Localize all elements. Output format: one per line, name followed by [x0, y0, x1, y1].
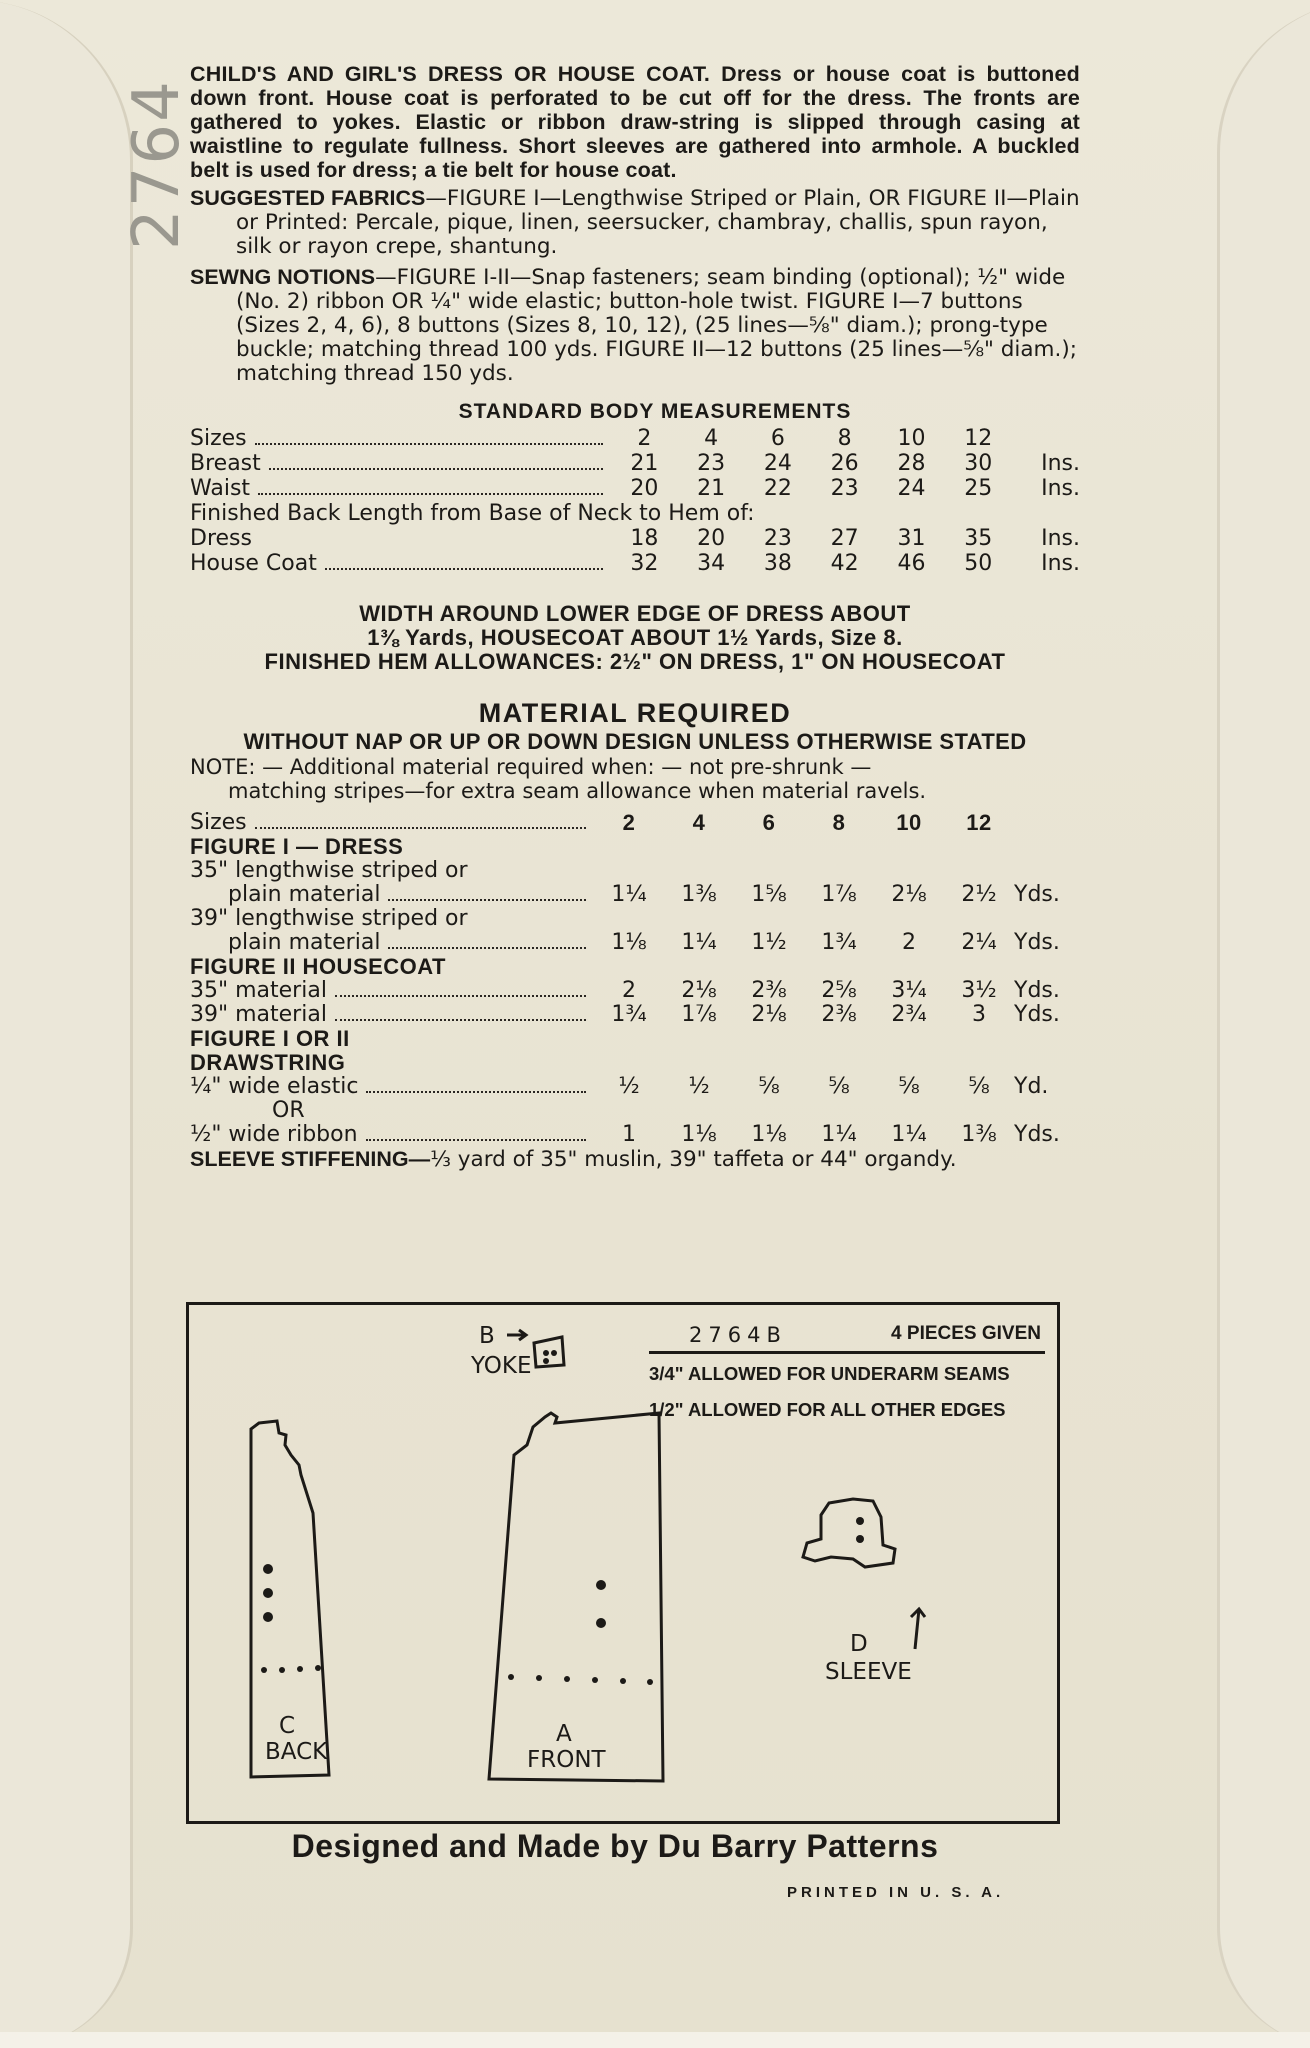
- mat-value: ⅝: [898, 1074, 920, 1099]
- draw-heading-1: FIGURE I OR II: [190, 1026, 350, 1051]
- mat-unit: Yds.: [1014, 882, 1060, 907]
- mat-value: 2: [622, 978, 636, 1003]
- meas-value: 24: [763, 450, 792, 476]
- mat-value: 2¾: [891, 1002, 927, 1027]
- yoke-letter: B: [479, 1323, 495, 1349]
- fig1-heading: FIGURE I — DRESS: [190, 834, 404, 859]
- or-row: [190, 1099, 1070, 1123]
- intro-paragraph: [190, 62, 1080, 182]
- measurements-table: [190, 426, 1080, 576]
- meas-value: 27: [830, 525, 859, 551]
- envelope-bottom-edge: [0, 2032, 1310, 2048]
- meas-unit: Ins.: [1041, 525, 1080, 551]
- meas-size: 2: [637, 425, 652, 451]
- fig1-r1-line2: plain material: [228, 882, 381, 907]
- mat-size: 12: [966, 810, 992, 835]
- mat-value: 2¼: [961, 930, 997, 955]
- fig1-r2-line1: 39" lengthwise striped or: [190, 906, 468, 931]
- meas-value: 32: [630, 550, 659, 576]
- material-title: MATERIAL REQUIRED: [478, 698, 792, 728]
- or-label: OR: [272, 1098, 305, 1123]
- note-line-1: NOTE: — Additional material required when: — not pre-shrunk —: [190, 755, 872, 779]
- intro-title: CHILD'S AND GIRL'S DRESS OR HOUSE COAT.: [190, 62, 711, 86]
- back-marker: [263, 1588, 273, 1598]
- material-table: [190, 811, 1070, 1147]
- back-letter: C: [279, 1713, 296, 1739]
- back-name: BACK: [265, 1739, 328, 1765]
- meas-value: 30: [964, 450, 993, 476]
- meas-size: 12: [964, 425, 993, 451]
- mat-value: 1⅝: [751, 882, 787, 907]
- pattern-description: [190, 62, 1080, 1172]
- meas-value: 28: [897, 450, 926, 476]
- pattern-number-stamp: 2764: [120, 79, 194, 250]
- front-marker: [596, 1618, 606, 1628]
- meas-unit: Ins.: [1041, 475, 1080, 501]
- meas-unit: Ins.: [1041, 550, 1080, 576]
- sleeve-marker: [856, 1517, 864, 1525]
- mat-value: 1⅛: [681, 1122, 717, 1147]
- fig2-r2-row: [190, 1003, 1070, 1027]
- meas-value: 42: [830, 550, 859, 576]
- yoke-marker: [543, 1358, 549, 1364]
- mat-value: 1¼: [821, 1122, 857, 1147]
- mat-size: 2: [622, 810, 636, 835]
- front-perforation: [564, 1676, 570, 1682]
- front-perforation: [536, 1675, 542, 1681]
- sleeve-stiffening: [190, 1147, 1080, 1172]
- mat-value: 1½: [751, 930, 787, 955]
- mat-size: 8: [832, 810, 846, 835]
- yoke-name: YOKE: [471, 1353, 532, 1379]
- fig1-r2-row: [190, 931, 1070, 955]
- mat-size: 6: [762, 810, 776, 835]
- width-line-2: 1⅜ Yards, HOUSECOAT ABOUT 1½ Yards, Size 8.: [367, 625, 903, 650]
- sleeve-letter: D: [850, 1631, 868, 1657]
- mat-value: ½: [618, 1074, 640, 1099]
- draw-heading-2: DRAWSTRING: [190, 1050, 346, 1075]
- allowance-2: 1/2" ALLOWED FOR ALL OTHER EDGES: [649, 1399, 1006, 1420]
- meas-value: 20: [630, 475, 659, 501]
- mat-value: 2: [902, 930, 916, 955]
- pattern-pieces-box: [186, 1302, 1060, 1824]
- mat-value: 1¾: [821, 930, 857, 955]
- meas-value: 24: [897, 475, 926, 501]
- fabrics-text: —FIGURE I—Lengthwise Striped or Plain, OR FIGURE II—Plain or Printed: Percale, pique, linen, seersucker, chambray, challis, spun rayon, silk or rayon crepe, shantung.: [236, 186, 1080, 259]
- mat-value: 1¼: [891, 1122, 927, 1147]
- fig1-heading-row: [190, 835, 1070, 859]
- mat-value: 3¼: [891, 978, 927, 1003]
- draw-heading-row-1: [190, 1027, 1070, 1051]
- mat-value: 2⅜: [751, 978, 787, 1003]
- sleeve-grain-arrow: [911, 1609, 925, 1649]
- meas-value: 26: [830, 450, 859, 476]
- suggested-fabrics: [190, 186, 1080, 259]
- width-line-1: WIDTH AROUND LOWER EDGE OF DRESS ABOUT: [359, 601, 911, 626]
- stiffening-text: ⅓ yard of 35" muslin, 39" taffeta or 44" organdy.: [430, 1147, 957, 1172]
- mat-value: 1⅛: [611, 930, 647, 955]
- mat-value: ⅝: [828, 1074, 850, 1099]
- pieces-count: 4 PIECES GIVEN: [891, 1323, 1041, 1344]
- mat-unit: Yds.: [1014, 1122, 1060, 1147]
- meas-size: 4: [704, 425, 719, 451]
- mat-unit: Yds.: [1014, 978, 1060, 1003]
- width-line-3: FINISHED HEM ALLOWANCES: 2½" ON DRESS, 1" ON HOUSECOAT: [264, 649, 1006, 674]
- mat-sizes-row: [190, 811, 1070, 835]
- fabrics-label: SUGGESTED FABRICS: [190, 186, 426, 210]
- meas-value: 21: [697, 475, 726, 501]
- pattern-code: 2764B: [689, 1323, 787, 1347]
- mat-value: 2⅛: [681, 978, 717, 1003]
- meas-value: 23: [697, 450, 726, 476]
- mat-value: 1¼: [681, 930, 717, 955]
- material-subtitle: WITHOUT NAP OR UP OR DOWN DESIGN UNLESS OTHERWISE STATED: [243, 729, 1027, 754]
- envelope-flap-left: [0, 0, 133, 2048]
- mat-value: 1: [622, 1122, 636, 1147]
- meas-value: 21: [630, 450, 659, 476]
- note-line-2: matching stripes—for extra seam allowance when material ravels.: [228, 779, 927, 803]
- meas-size: 6: [770, 425, 785, 451]
- ribbon-label: ½" wide ribbon: [190, 1122, 358, 1147]
- front-perforation: [647, 1679, 653, 1685]
- meas-value: 18: [630, 525, 659, 551]
- mat-unit: Yds.: [1014, 930, 1060, 955]
- width-info: [190, 602, 1080, 674]
- meas-value: 38: [763, 550, 792, 576]
- meas-sizes-label: Sizes: [190, 425, 247, 451]
- sleeve-piece: [803, 1499, 895, 1567]
- meas-value: 50: [964, 550, 993, 576]
- front-perforation: [592, 1677, 598, 1683]
- meas-value: 25: [964, 475, 993, 501]
- mat-value: 2⅜: [821, 1002, 857, 1027]
- fig2-r1-row: [190, 979, 1070, 1003]
- meas-row-waist: [190, 476, 1080, 501]
- ribbon-row: [190, 1123, 1070, 1147]
- fig2-heading-row: [190, 955, 1070, 979]
- meas-size: 8: [837, 425, 852, 451]
- meas-row-label: Breast: [190, 450, 261, 476]
- meas-value: 23: [830, 475, 859, 501]
- meas-row-label: Waist: [190, 475, 251, 501]
- mat-value: ⅝: [968, 1074, 990, 1099]
- mat-value: ½: [688, 1074, 710, 1099]
- mat-sizes-label: Sizes: [190, 810, 247, 835]
- yoke-piece: [534, 1337, 564, 1367]
- meas-value: 35: [964, 525, 993, 551]
- notions-label: SEWNG NOTIONS: [190, 265, 376, 289]
- fig1-r2-line2: plain material: [228, 930, 381, 955]
- meas-row-house-coat: [190, 551, 1080, 576]
- mat-value: 2⅝: [821, 978, 857, 1003]
- draw-heading-row-2: [190, 1051, 1070, 1075]
- front-perforation: [508, 1674, 514, 1680]
- mat-unit: Yds.: [1014, 1002, 1060, 1027]
- front-letter: A: [556, 1721, 572, 1747]
- mat-unit: Yd.: [1014, 1074, 1049, 1099]
- elastic-row: [190, 1075, 1070, 1099]
- fig2-r2-label: 39" material: [190, 1002, 327, 1027]
- front-marker: [596, 1580, 606, 1590]
- meas-value: 31: [897, 525, 926, 551]
- back-length-heading: Finished Back Length from Base of Neck to Hem of:: [190, 500, 755, 526]
- mat-value: 1⅛: [751, 1122, 787, 1147]
- yoke-marker: [551, 1350, 557, 1356]
- back-marker: [263, 1564, 273, 1574]
- sewing-notions: [190, 265, 1080, 386]
- mat-value: 2⅛: [891, 882, 927, 907]
- intro-text: Dress or house coat is buttoned down front. House coat is perforated to be cut off for the dress. The fronts are gathered to yokes. Elastic or ribbon draw-string is slipped through casing at waistline to regulate fullness. Short sleeves are gathered into armhole. A buckled belt is used for dress; a tie belt for house coat.: [190, 62, 1080, 182]
- mat-value: 1¼: [611, 882, 647, 907]
- envelope-flap-right: [1217, 0, 1310, 2048]
- sleeve-name: SLEEVE: [825, 1659, 912, 1685]
- stiffening-label: SLEEVE STIFFENING—: [190, 1147, 431, 1171]
- fig1-r1-label-row: [190, 859, 1070, 883]
- fig1-r1-row: [190, 883, 1070, 907]
- meas-row-label: Dress: [190, 525, 252, 551]
- measurements-title: STANDARD BODY MEASUREMENTS: [458, 400, 852, 423]
- sleeve-marker: [856, 1535, 864, 1543]
- meas-value: 20: [697, 525, 726, 551]
- mat-value: 1⅜: [961, 1122, 997, 1147]
- allowance-1: 3/4" ALLOWED FOR UNDERARM SEAMS: [649, 1363, 1010, 1384]
- meas-value: 46: [897, 550, 926, 576]
- printed-in: PRINTED IN U. S. A.: [787, 1884, 1005, 1901]
- back-perforation: [315, 1665, 321, 1671]
- meas-row-dress: [190, 526, 1080, 551]
- back-perforation: [261, 1667, 267, 1673]
- mat-value: ⅝: [758, 1074, 780, 1099]
- mat-value: 1¾: [611, 1002, 647, 1027]
- yoke-marker: [543, 1350, 549, 1356]
- meas-value: 22: [763, 475, 792, 501]
- meas-sizes-row: [190, 426, 1080, 451]
- mat-value: 1⅞: [681, 1002, 717, 1027]
- meas-value: 23: [763, 525, 792, 551]
- front-perforation: [620, 1678, 626, 1684]
- fig1-r2-label-row: [190, 907, 1070, 931]
- mat-value: 2⅛: [751, 1002, 787, 1027]
- meas-unit: Ins.: [1041, 450, 1080, 476]
- meas-value: 34: [697, 550, 726, 576]
- meas-row-label: House Coat: [190, 550, 317, 576]
- back-marker: [263, 1612, 273, 1622]
- back-perforation: [297, 1666, 303, 1672]
- meas-back-length-heading-row: [190, 501, 1080, 526]
- mat-size: 10: [896, 810, 922, 835]
- mat-size: 4: [692, 810, 706, 835]
- footer-title: Designed and Made by Du Barry Patterns: [291, 1828, 939, 1864]
- notions-text: —FIGURE I-II—Snap fasteners; seam binding (optional); ½" wide (No. 2) ribbon OR ¼" wide elastic; button-hole twist. FIGURE I—7 buttons (Sizes 2, 4, 6), 8 buttons (Sizes 8, 10, 12), (25 lines—⅝" diam.); prong-type buckle; matching thread 100 yds. FIGURE II—12 buttons (25 lines—⅝" diam.); matching thread 150 yds.: [236, 265, 1077, 386]
- yoke-arrow: [507, 1330, 526, 1340]
- mat-value: 1⅞: [821, 882, 857, 907]
- meas-size: 10: [897, 425, 926, 451]
- elastic-label: ¼" wide elastic: [190, 1074, 359, 1099]
- back-perforation: [279, 1667, 285, 1673]
- front-name: FRONT: [527, 1747, 606, 1773]
- material-note: [190, 755, 1080, 803]
- fig2-heading: FIGURE II HOUSECOAT: [190, 954, 446, 979]
- meas-row-breast: [190, 451, 1080, 476]
- fig1-r1-line1: 35" lengthwise striped or: [190, 858, 468, 883]
- mat-value: 3½: [961, 978, 997, 1003]
- front-piece: [489, 1413, 663, 1781]
- mat-value: 1⅜: [681, 882, 717, 907]
- fig2-r1-label: 35" material: [190, 978, 327, 1003]
- mat-value: 2½: [961, 882, 997, 907]
- mat-value: 3: [972, 1002, 986, 1027]
